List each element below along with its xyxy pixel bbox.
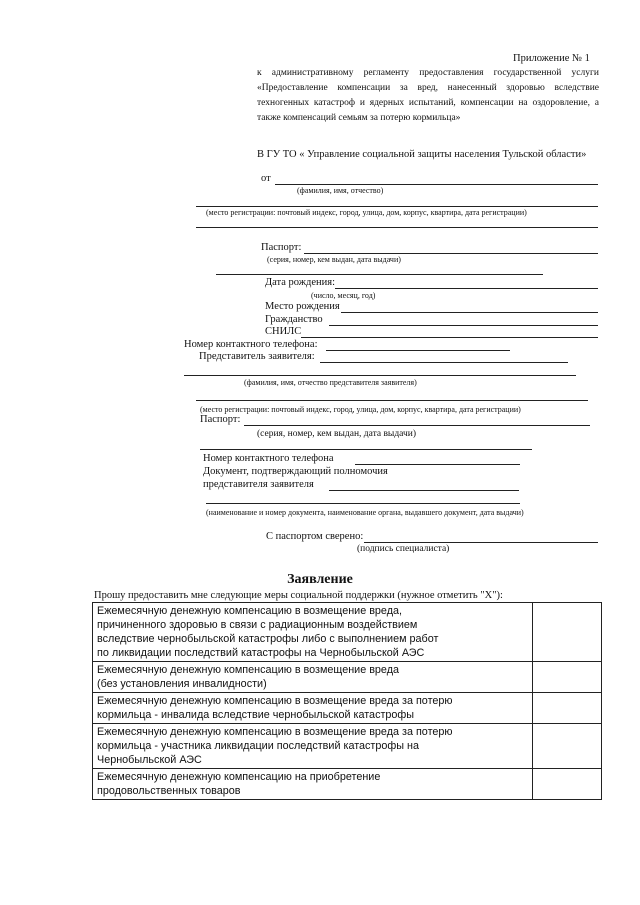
option-row: [93, 769, 602, 800]
option-line: вследствие чернобыльской катастрофы либо с выполнением работ: [97, 633, 439, 645]
option-line: (без установления инвалидности): [97, 678, 267, 690]
birth-date-field[interactable]: [335, 288, 598, 289]
passport-label: Паспорт:: [261, 242, 302, 253]
rep-passport-label: Паспорт:: [200, 414, 241, 425]
snils-field[interactable]: [301, 337, 598, 338]
birth-place-label: Место рождения: [265, 301, 340, 312]
option-text: [93, 724, 533, 769]
passport-field[interactable]: [304, 253, 598, 254]
option-line: Ежемесячную денежную компенсацию в возмещение вреда за потерю: [97, 726, 453, 738]
representative-field[interactable]: [320, 362, 568, 363]
rep-phone-label: Номер контактного телефона: [203, 453, 334, 464]
option-text: [93, 769, 533, 800]
options-table: [92, 602, 602, 800]
representative-field-2[interactable]: [184, 375, 576, 376]
option-line: причиненного здоровью в связи с радиационным воздействием: [97, 619, 418, 631]
option-line: кормильца - инвалида вследствие чернобыльской катастрофы: [97, 709, 415, 721]
option-line: Ежемесячную денежную компенсацию в возмещение вреда: [97, 664, 400, 676]
phone-label: Номер контактного телефона:: [184, 339, 318, 350]
rep-phone-field[interactable]: [355, 464, 520, 465]
representative-label: Представитель заявителя:: [199, 351, 315, 362]
option-line: Чернобыльской АЭС: [97, 754, 202, 766]
rep-registration-field[interactable]: [196, 400, 588, 401]
rep-passport-field[interactable]: [244, 425, 590, 426]
from-field[interactable]: [275, 184, 598, 185]
option-row: [93, 603, 602, 662]
statement-title: Заявление: [287, 572, 353, 587]
birth-place-field[interactable]: [341, 312, 598, 313]
option-checkbox[interactable]: [533, 769, 602, 800]
verified-hint: (подпись специалиста): [357, 544, 450, 554]
rep-passport-hint: (серия, номер, кем выдан, дата выдачи): [257, 429, 417, 439]
citizenship-field[interactable]: [329, 325, 598, 326]
verified-field[interactable]: [364, 542, 598, 543]
passport-hint: (серия, номер, кем выдан, дата выдачи): [267, 255, 401, 264]
addressee: В ГУ ТО « Управление социальной защиты населения Тульской области»: [257, 149, 587, 160]
snils-label: СНИЛС: [265, 326, 302, 337]
authority-doc-field-2[interactable]: [206, 503, 520, 504]
option-row: [93, 724, 602, 769]
phone-field[interactable]: [326, 350, 510, 351]
authority-doc-hint: (наименование и номер документа, наименование органа, выдавшего документ, дата выдачи): [206, 508, 524, 517]
authority-doc-label-2: представителя заявителя: [203, 479, 314, 490]
registration-field-2[interactable]: [196, 227, 598, 228]
authority-doc-label-1: Документ, подтверждающий полномочия: [203, 466, 388, 477]
passport-field-2[interactable]: [216, 274, 543, 275]
option-checkbox[interactable]: [533, 724, 602, 769]
option-line: кормильца - участника ликвидации последствий катастрофы на: [97, 740, 419, 752]
registration-field[interactable]: [196, 206, 598, 207]
option-checkbox[interactable]: [533, 603, 602, 662]
registration-hint: (место регистрации: почтовый индекс, город, улица, дом, корпус, квартира, дата регистрации): [206, 208, 527, 217]
option-line: Ежемесячную денежную компенсацию в возмещение вреда,: [97, 605, 403, 617]
appendix-label: Приложение № 1: [513, 53, 590, 64]
birth-date-label: Дата рождения:: [265, 277, 336, 288]
option-line: Ежемесячную денежную компенсацию в возмещение вреда за потерю: [97, 695, 453, 707]
option-checkbox[interactable]: [533, 662, 602, 693]
from-label: от: [261, 173, 271, 184]
option-row: [93, 693, 602, 724]
option-text: [93, 603, 533, 662]
rep-passport-field-2[interactable]: [200, 449, 532, 450]
option-text: [93, 693, 533, 724]
representative-hint: (фамилия, имя, отчество представителя заявителя): [244, 378, 417, 387]
option-text: [93, 662, 533, 693]
birth-date-hint: (число, месяц, год): [311, 291, 376, 300]
citizenship-label: Гражданство: [265, 314, 323, 325]
rep-registration-hint: (место регистрации: почтовый индекс, город, улица, дом, корпус, квартира, дата регистрации): [200, 405, 521, 414]
statement-intro: Прошу предоставить мне следующие меры социальной поддержки (нужное отметить "Х"):: [94, 590, 503, 601]
option-row: [93, 662, 602, 693]
verified-label: С паспортом сверено:: [266, 531, 364, 542]
option-line: продовольственных товаров: [97, 785, 241, 797]
authority-doc-field[interactable]: [329, 490, 519, 491]
option-checkbox[interactable]: [533, 693, 602, 724]
from-hint: (фамилия, имя, отчество): [297, 186, 384, 195]
appendix-text: к административному регламенту предоставления государственной услуги «Предоставление компенсации за вред, нанесенный здоровью вследствие техногенных катастроф и ядерных испытаний, компенсации на оздоровление, а также компенсаций семьям за потерю кормильца»: [257, 68, 599, 123]
option-line: Ежемесячную денежную компенсацию на приобретение: [97, 771, 381, 783]
option-line: по ликвидации последствий катастрофы на Чернобыльской АЭС: [97, 647, 425, 659]
